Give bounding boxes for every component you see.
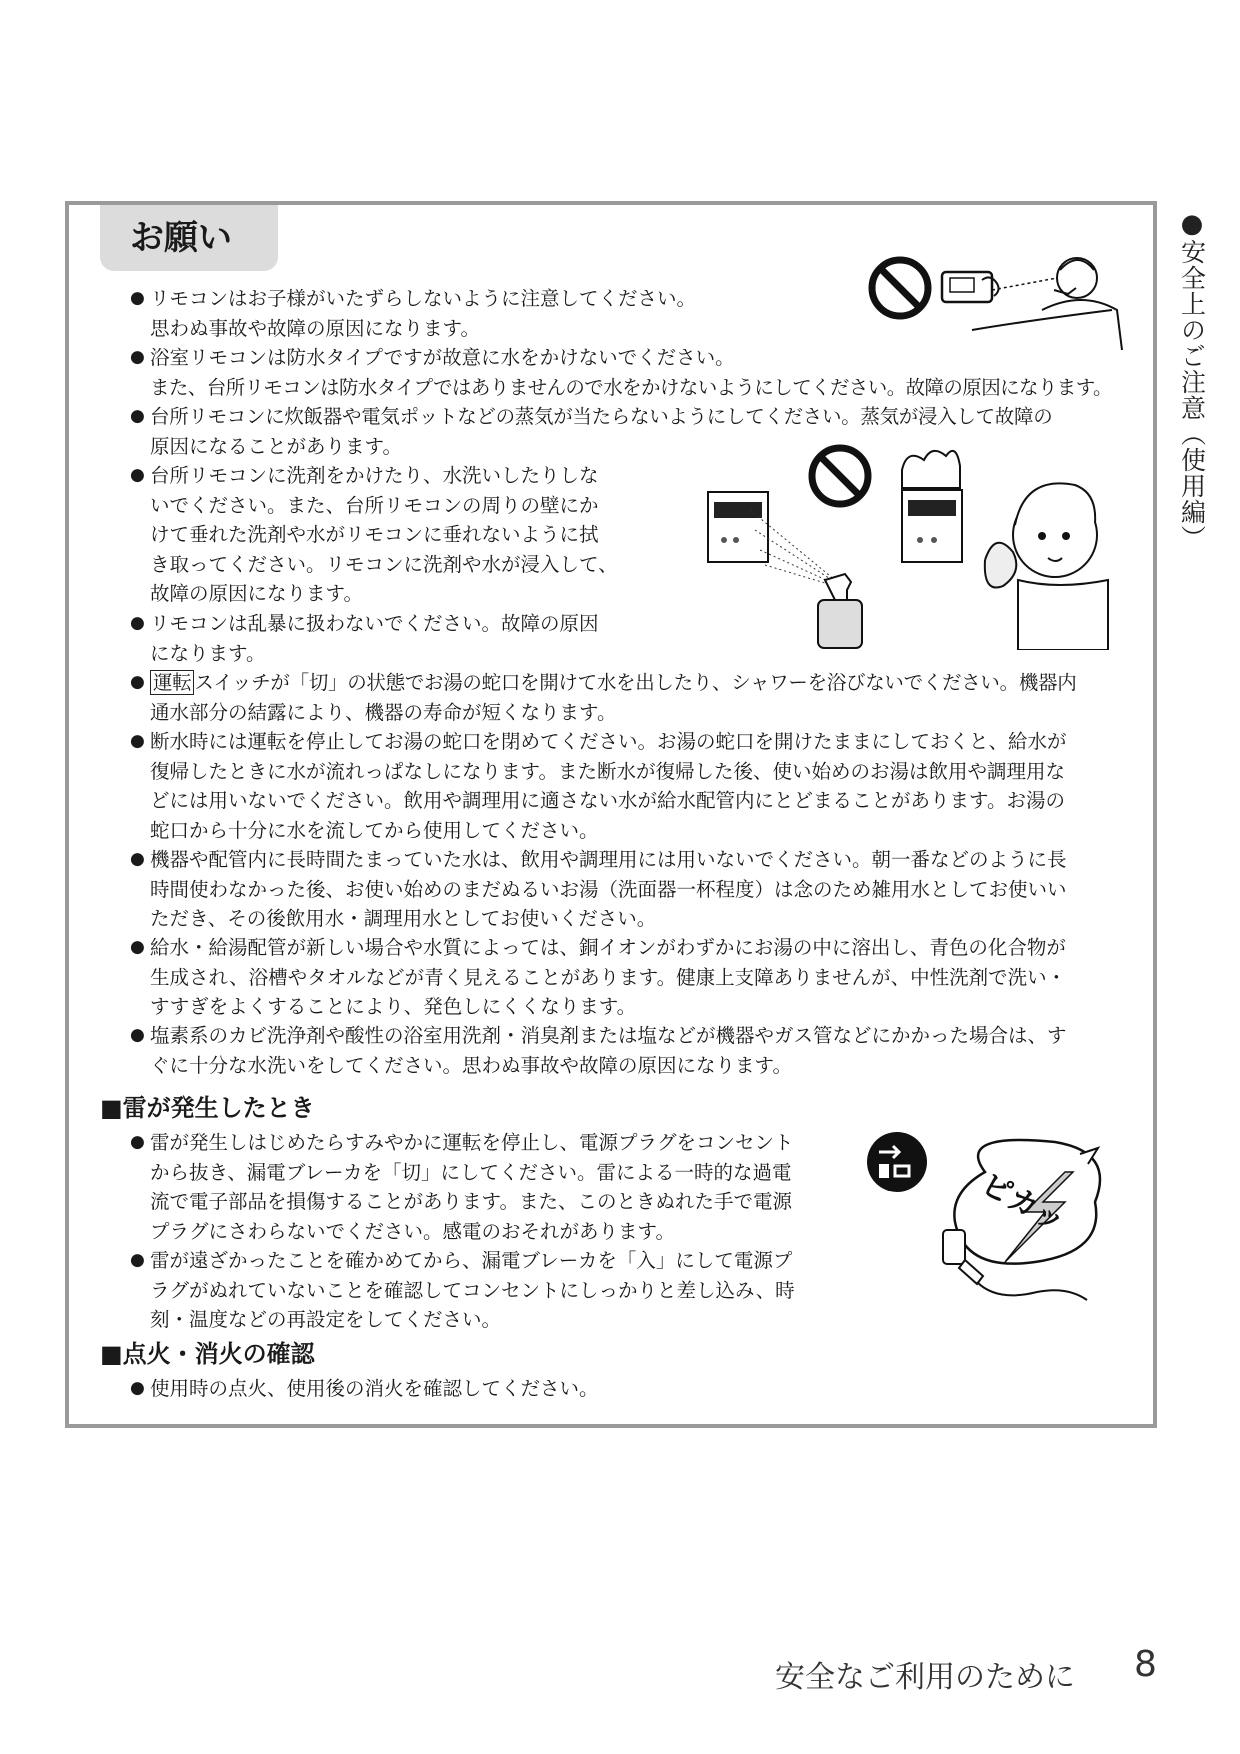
onegai-title: お願い <box>100 205 278 271</box>
footer-title: 安全なご利用のために <box>775 1660 1075 1695</box>
list-item: ● 運転 スイッチが「切」の状態でお湯の蛇口を開けて水を出したり、シャワーを浴びないでください。機器内 通水部分の結露により、機器の寿命が短くなります。 <box>130 668 1130 727</box>
list-item: ● リモコンは乱暴に扱わないでください。故障の原因 になります。 <box>130 609 650 668</box>
list-item: ● 使用時の点火、使用後の消火を確認してください。 <box>130 1374 850 1404</box>
sound-effect: ピカッ <box>975 1166 1071 1240</box>
prohibition-icon <box>812 448 868 504</box>
child-water-illustration <box>862 250 1127 355</box>
bullet-icon: ● <box>1180 209 1204 239</box>
prohibition-icon <box>872 260 928 316</box>
list-item: ● 雷が発生しはじめたらすみやかに運転を停止し、電源プラグをコンセント から抜き、漏電ブレーカを「切」にしてください。雷による一時的な過電 流で電子部品を損傷することがあります。また、このときぬれた手で電源 プラグにさわらないでください。感電のおそれがあります。 <box>130 1128 850 1246</box>
list-item: ● 台所リモコンに炊飯器や電気ポットなどの蒸気が当たらないようにしてください。蒸気が浸入して故障の 原因になることがあります。 <box>130 402 1130 461</box>
list-item: ● 浴室リモコンは防水タイプですが故意に水をかけないでください。 また、台所リモコンは防水タイプではありませんので水をかけないようにしてください。故障の原因になります。 <box>130 343 1130 402</box>
page-number: 8 <box>1134 1644 1157 1685</box>
ignition-heading: ■点火・消火の確認 <box>100 1340 315 1368</box>
list-item: ● 断水時には運転を停止してお湯の蛇口を閉めてください。お湯の蛇口を開けたままにしておくと、給水が 復帰したときに水が流れっぱなしになります。また断水が復帰した後、使い始めのお湯は飲用や調理用な どには用いないでください。飲用や調理用に適さない水が給水配管内にとどまることがあります。お湯の 蛇口から十分に水を流してから使用してください。 <box>130 727 1130 845</box>
side-tab <box>1172 210 1212 557</box>
detergent-spray-illustration <box>700 440 1110 650</box>
list-item: ● 台所リモコンに洗剤をかけたり、水洗いしたりしな いでください。また、台所リモコンの周りの壁にか けて垂れた洗剤や水がリモコンに垂れないように拭 き取ってください。リモコンに洗剤や水が浸入して、 故障の原因になります。 <box>130 461 650 609</box>
list-item: ● 給水・給湯配管が新しい場合や水質によっては、銅イオンがわずかにお湯の中に溶出し、青色の化合物が 生成され、浴槽やタオルなどが青く見えることがあります。健康上支障ありませんが、中性洗剤で洗い・ すすぎをよくすることにより、発色しにくくなります。 <box>130 933 1130 1022</box>
operation-switch-label: 運転 <box>150 670 194 695</box>
thunder-illustration <box>865 1132 1125 1302</box>
list-item: ● 塩素系のカビ洗浄剤や酸性の浴室用洗剤・消臭剤または塩などが機器やガス管などにかかった場合は、す ぐに十分な水洗いをしてください。思わぬ事故や故障の原因になります。 <box>130 1021 1130 1080</box>
list-item: ● 雷が遠ざかったことを確かめてから、漏電ブレーカを「入」にして電源プ ラグがぬれていないことを確認してコンセントにしっかりと差し込み、時 刻・温度などの再設定をしてください。 <box>130 1246 850 1335</box>
thunder-heading: ■雷が発生したとき <box>100 1094 315 1122</box>
list-item: ● リモコンはお子様がいたずらしないように注意してください。 思わぬ事故や故障の原因になります。 <box>130 284 1030 343</box>
list-item: ● 機器や配管内に長時間たまっていた水は、飲用や調理用には用いないでください。朝一番などのように長 時間使わなかった後、お使い始めのまだぬるいお湯（洗面器一杯程度）は念のため雑用水としてお使いい ただき、その後飲用水・調理用水としてお使いください。 <box>130 845 1130 934</box>
side-tab-label: 安全上のご注意（使用編） <box>1177 239 1207 551</box>
unplug-icon <box>867 1132 927 1192</box>
